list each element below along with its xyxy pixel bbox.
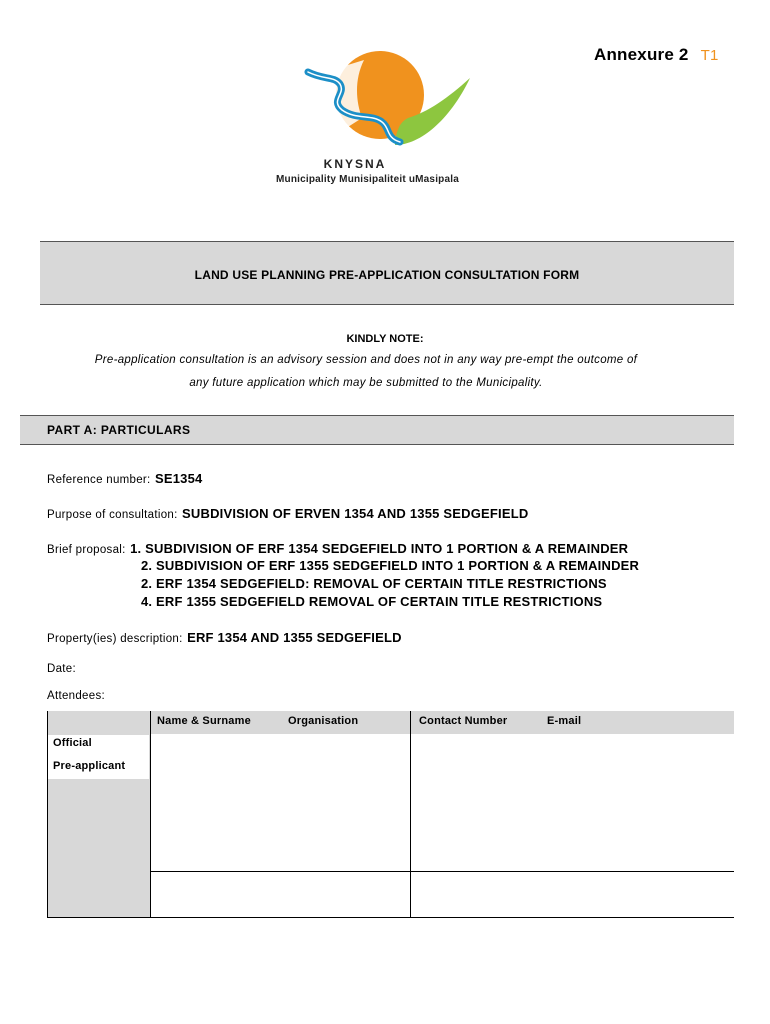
column-header: E-mail [547,715,582,727]
column-header: Contact Number [419,715,508,727]
row-label-official: Official [53,737,92,749]
proposal-row [47,540,628,558]
column-header: Name & Surname [157,715,251,727]
date-label: Date: [47,663,76,675]
proposal-item: 4. ERF 1355 SEDGEFIELD REMOVAL OF CERTAIN TITLE RESTRICTIONS [141,594,603,609]
note-title: KINDLY NOTE: [346,333,424,345]
column-header: Organisation [288,715,359,727]
proposal-label: Brief proposal: [47,544,126,556]
proposal-item: 2. ERF 1354 SEDGEFIELD: REMOVAL OF CERTAIN TITLE RESTRICTIONS [141,576,607,591]
table-border-left [47,711,48,918]
reference-value: SE1354 [155,471,203,486]
form-title: LAND USE PLANNING PRE-APPLICATION CONSULTATION FORM [194,268,580,282]
part-a-bar [20,415,734,445]
proposal-item: 2. SUBDIVISION OF ERF 1355 SEDGEFIELD INTO 1 PORTION & A REMAINDER [141,558,640,573]
note-line-2: any future application which may be submitted to the Municipality. [189,377,543,389]
purpose-row [47,505,528,523]
form-title-banner [40,241,734,305]
annexure-label [594,45,719,65]
logo-name: KNYSNA [323,157,387,171]
purpose-label: Purpose of consultation: [47,509,178,521]
property-label: Property(ies) description: [47,633,183,645]
property-value: ERF 1354 AND 1355 SEDGEFIELD [187,630,402,645]
attendees-label: Attendees: [47,690,105,702]
part-a-title: PART A: PARTICULARS [47,423,191,437]
table-row-divider [150,871,734,872]
proposal-item: 1. SUBDIVISION OF ERF 1354 SEDGEFIELD INTO 1 PORTION & A REMAINDER [130,541,629,556]
property-row [47,629,402,647]
reference-row [47,470,202,488]
reference-label: Reference number: [47,474,151,486]
annexure-text: Annexure 2 [594,45,689,64]
table-divider [150,711,151,918]
logo-subtitle: Municipality Munisipaliteit uMasipala [276,174,459,185]
row-label-pre-applicant: Pre-applicant [53,760,126,772]
knysna-logo [300,50,475,155]
attendees-table [47,711,734,918]
table-divider [410,711,411,918]
purpose-value: SUBDIVISION OF ERVEN 1354 AND 1355 SEDGEFIELD [182,506,529,521]
annexure-tag: T1 [700,47,719,64]
date-row [47,659,76,677]
note-line-1: Pre-application consultation is an advisory session and does not in any way pre-empt the outcome of [94,354,638,366]
table-border-bottom [47,917,734,918]
